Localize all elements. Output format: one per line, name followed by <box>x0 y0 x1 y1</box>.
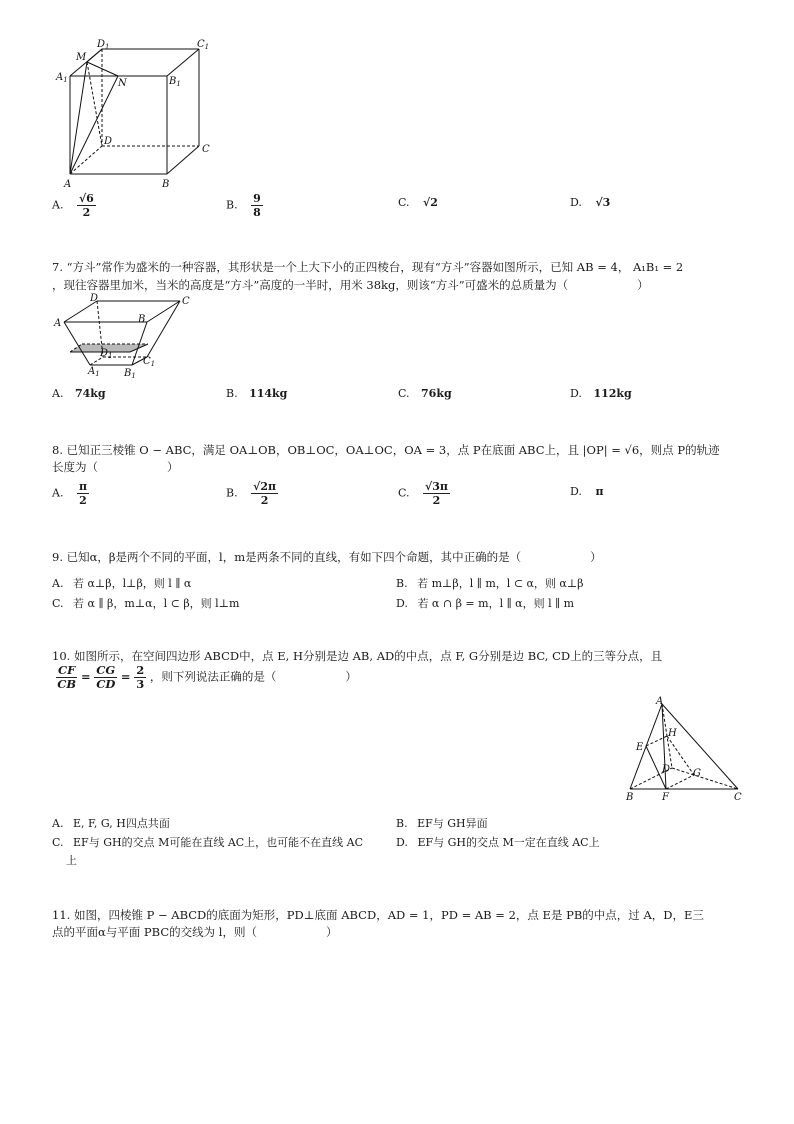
q8-option-c-den: 2 <box>432 494 441 507</box>
q7-stem-line2: ，现往容器里加米，当米的高度是“方斗”高度的一半时，用米 38kg，则该“方斗”可盛米的总质量为（ ） <box>52 278 649 292</box>
q10-option-d[interactable] <box>396 834 600 850</box>
q10-label-H: H <box>668 728 677 739</box>
q10-option-a-value: E, F, G, H四点共面 <box>72 817 170 830</box>
q10-eq2: = <box>120 669 131 684</box>
q8-stem-line1: 8. 已知正三棱锥 O − ABC，满足 OA⊥OB，OB⊥OC，OA⊥OC，OA = 3，点 P在底面 ABC上，且 |OP| = √6，则点 P的轨迹 <box>52 443 720 457</box>
q10-label-G: G <box>693 768 701 779</box>
q7-option-a[interactable] <box>52 387 106 400</box>
q6-option-c-value: √2 <box>423 196 438 209</box>
q10-frac-2-3 <box>134 664 146 691</box>
q6-option-b-den: 8 <box>253 206 261 219</box>
q10-option-b-letter: B. <box>396 817 408 830</box>
q6-option-d-value: √3 <box>595 196 611 209</box>
q6-option-b-fraction <box>251 192 263 219</box>
q7-label-A1: $A_1$ <box>88 366 100 378</box>
q6-label-D1-sub: 1 <box>105 43 110 51</box>
q8-option-c-fraction <box>423 480 450 507</box>
q6-label-B1: $B_1$ <box>169 76 181 88</box>
q11-stem-line2: 点的平面α与平面 PBC的交线为 l，则（ ） <box>52 925 338 939</box>
q7-option-c-letter: C. <box>398 387 410 400</box>
q8-option-d-value: π <box>595 485 604 498</box>
q6-option-a-den: 2 <box>82 206 91 219</box>
q9-option-a-letter: A. <box>52 577 64 590</box>
q8-option-b-den: 2 <box>260 494 269 507</box>
q8-option-c-letter: C. <box>398 486 410 500</box>
q9-option-a[interactable] <box>52 575 191 591</box>
q7-label-D1-sub: 1 <box>108 352 113 360</box>
q7-label-C1-sub: 1 <box>150 360 156 368</box>
q6-label-B: B <box>162 179 170 190</box>
q10-option-c-wrap: 上 <box>66 854 77 867</box>
q10-option-b-value: EF与 GH异面 <box>417 817 488 830</box>
q10-frac3-num: 2 <box>136 663 145 677</box>
q10-label-C: C <box>734 792 742 803</box>
q9-option-c-value: 若 α ∥ β，m⊥α，l ⊂ β，则 l⊥m <box>73 597 240 610</box>
q7-option-d-letter: D. <box>570 387 582 400</box>
q8-option-b-num: √2π <box>253 480 277 493</box>
q6-label-C: C <box>202 144 210 155</box>
q7-label-B: B <box>138 314 146 325</box>
q6-label-C1: $C_1$ <box>197 39 210 51</box>
q11-stem-line1: 11. 如图，四棱锥 P − ABCD的底面为矩形，PD⊥底面 ABCD，AD = 1，PD = AB = 2，点 E是 PB的中点，过 A，D，E三 <box>52 908 704 922</box>
q8-option-d[interactable] <box>570 485 604 498</box>
q10-option-b[interactable] <box>396 815 488 831</box>
q10-option-a[interactable] <box>52 815 170 831</box>
q8-option-c-num: √3π <box>425 480 448 493</box>
q9-option-a-value: 若 α⊥β，l⊥β，则 l ∥ α <box>72 577 192 590</box>
q6-option-c-letter: C. <box>398 196 410 209</box>
q10-frac-cg-cd <box>94 664 117 691</box>
q10-option-c[interactable] <box>52 834 363 850</box>
q10-frac1-num: CF <box>58 663 76 677</box>
q10-option-a-letter: A. <box>52 817 64 830</box>
q10-eq1: = <box>80 669 91 684</box>
q8-option-a-den: 2 <box>79 494 87 507</box>
q7-option-c-value: 76kg <box>421 387 452 400</box>
q9-option-d-value: 若 α ∩ β = m，l ∥ α，则 l ∥ m <box>417 597 575 610</box>
q8-option-a-num: π <box>78 480 88 493</box>
q8-option-b-fraction <box>251 480 278 507</box>
q8-option-b[interactable] <box>226 480 278 507</box>
q6-option-b[interactable] <box>226 192 263 219</box>
q6-label-N: N <box>118 78 127 89</box>
q7-option-b[interactable] <box>226 387 287 400</box>
q6-option-d-letter: D. <box>570 196 582 209</box>
q10-frac3-den: 3 <box>136 677 145 691</box>
q7-label-D: D <box>90 293 99 304</box>
q10-option-d-value: EF与 GH的交点 M一定在直线 AC上 <box>417 836 600 849</box>
q10-label-B: B <box>626 792 634 803</box>
q7-label-A1-sub: 1 <box>95 370 100 378</box>
q8-option-b-letter: B. <box>226 486 238 500</box>
q8-option-a-letter: A. <box>52 486 64 500</box>
q6-label-B1-sub: 1 <box>176 80 181 88</box>
q6-option-d[interactable] <box>570 196 610 209</box>
q6-label-C1-sub: 1 <box>204 43 210 51</box>
q9-option-b[interactable] <box>396 575 584 591</box>
q6-label-D: D <box>104 136 113 147</box>
q7-option-c[interactable] <box>398 387 452 400</box>
q10-stem-tail: ，则下列说法正确的是（ ） <box>149 669 357 684</box>
q8-option-a-fraction <box>77 480 89 507</box>
q7-label-A: A <box>54 318 62 329</box>
q10-label-D: D <box>662 764 671 775</box>
q6-label-A: A <box>64 179 72 190</box>
q6-label-D1: $D_1$ <box>97 39 110 51</box>
q6-option-a-fraction <box>77 192 96 219</box>
q10-frac2-den: CD <box>96 677 116 691</box>
q10-stem-line1: 10. 如图所示，在空间四边形 ABCD中，点 E, H分别是边 AB, AD的中点，点 F, G分别是边 BC, CD上的三等分点，且 <box>52 649 663 663</box>
q9-option-c[interactable] <box>52 595 239 611</box>
q9-option-d[interactable] <box>396 595 574 611</box>
q10-frac-cf-cb <box>56 664 77 691</box>
q10-frac1-den: CB <box>57 677 77 691</box>
q6-option-a[interactable] <box>52 192 96 219</box>
q7-label-B1-sub: 1 <box>131 372 136 378</box>
q7-label-C1: $C_1$ <box>143 356 156 368</box>
q9-option-b-value: 若 m⊥β，l ∥ m，l ⊂ α，则 α⊥β <box>417 577 584 590</box>
q7-option-a-value: 74kg <box>74 387 106 400</box>
q6-option-c[interactable] <box>398 196 438 209</box>
q10-frac2-num: CG <box>96 663 116 677</box>
q7-option-d-value: 112kg <box>593 387 632 400</box>
q10-stem-line2 <box>56 664 357 691</box>
q6-option-a-num: √6 <box>78 192 94 205</box>
q6-option-a-letter: A. <box>52 198 64 212</box>
q6-label-M: M <box>76 52 87 63</box>
q7-stem-line1: 7. “方斗”常作为盛米的一种容器，其形状是一个上大下小的正四棱台，现有“方斗”容器如图所示，已知 AB = 4， A₁B₁ = 2 <box>52 260 684 274</box>
q10-label-A: A <box>656 696 664 707</box>
q6-option-b-num: 9 <box>253 192 261 205</box>
q9-option-b-letter: B. <box>396 577 408 590</box>
q7-label-C: C <box>182 296 190 307</box>
q7-frustum-figure <box>52 292 202 378</box>
q7-option-b-value: 114kg <box>249 387 288 400</box>
q10-label-F: F <box>662 792 669 803</box>
q8-option-c[interactable] <box>398 480 450 507</box>
q7-option-d[interactable] <box>570 387 632 400</box>
q7-option-a-letter: A. <box>52 387 64 400</box>
q7-label-B1: $B_1$ <box>124 368 136 378</box>
q10-option-c-value: EF与 GH的交点 M可能在直线 AC上，也可能不在直线 AC <box>73 836 364 849</box>
q7-option-b-letter: B. <box>226 387 238 400</box>
q6-label-A1-sub: 1 <box>63 76 68 84</box>
q6-cube-figure <box>52 36 222 192</box>
q6-label-A1: $A_1$ <box>56 72 68 84</box>
q10-option-c-letter: C. <box>52 836 64 849</box>
q9-stem: 9. 已知α，β是两个不同的平面，l，m是两条不同的直线，有如下四个命题，其中正确的是（ ） <box>52 550 602 564</box>
q9-option-d-letter: D. <box>396 597 408 610</box>
q6-option-b-letter: B. <box>226 198 238 212</box>
q9-option-c-letter: C. <box>52 597 64 610</box>
q10-tetrahedron-figure <box>620 696 750 806</box>
q8-option-d-letter: D. <box>570 485 582 498</box>
q10-label-E: E <box>636 742 644 753</box>
q8-option-a[interactable] <box>52 480 89 507</box>
q7-label-D1: $D_1$ <box>100 348 113 360</box>
q8-stem-line2: 长度为（ ） <box>52 460 179 474</box>
q10-option-d-letter: D. <box>396 836 408 849</box>
